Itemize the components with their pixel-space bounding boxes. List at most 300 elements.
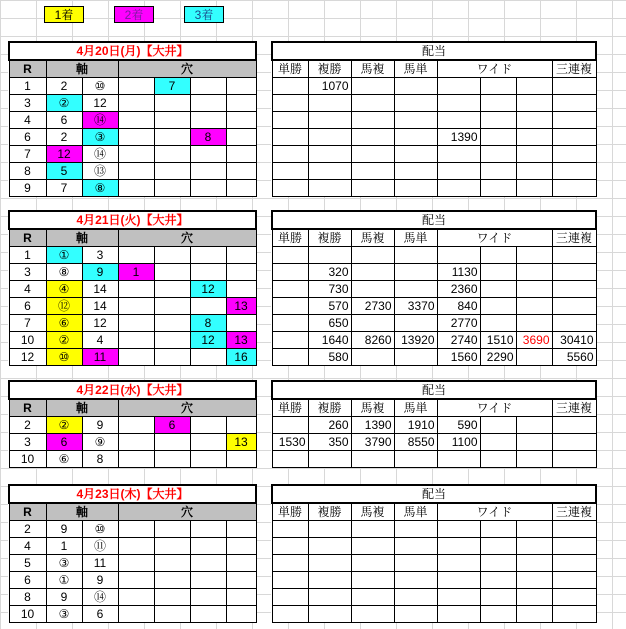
payout-cell[interactable] <box>516 606 552 623</box>
payout-cell[interactable] <box>516 315 552 332</box>
payout-cell[interactable] <box>516 180 552 197</box>
payout-cell[interactable] <box>480 95 516 112</box>
horse-cell[interactable]: ⑭ <box>82 589 118 606</box>
payout-cell[interactable] <box>552 163 596 180</box>
horse-cell[interactable] <box>226 281 256 298</box>
horse-cell[interactable] <box>154 146 190 163</box>
payout-cell[interactable]: 1530 <box>272 434 308 451</box>
horse-cell[interactable] <box>190 572 226 589</box>
horse-cell[interactable] <box>226 247 256 264</box>
horse-cell[interactable]: ⑩ <box>82 521 118 538</box>
payout-cell[interactable] <box>351 451 394 468</box>
payout-cell[interactable] <box>437 146 480 163</box>
payout-cell[interactable] <box>394 129 437 146</box>
horse-cell[interactable]: ⑨ <box>82 434 118 451</box>
payout-cell[interactable]: 13920 <box>394 332 437 349</box>
horse-cell[interactable] <box>154 606 190 623</box>
payout-cell[interactable] <box>272 417 308 434</box>
horse-cell[interactable]: 11 <box>82 555 118 572</box>
horse-cell[interactable] <box>154 95 190 112</box>
payout-cell[interactable] <box>394 606 437 623</box>
payout-cell[interactable] <box>480 112 516 129</box>
horse-cell[interactable] <box>118 78 154 95</box>
horse-cell[interactable]: ④ <box>46 281 82 298</box>
payout-cell[interactable]: 840 <box>437 298 480 315</box>
payout-cell[interactable] <box>272 332 308 349</box>
payout-cell[interactable]: 1560 <box>437 349 480 366</box>
payout-cell[interactable] <box>308 589 351 606</box>
payout-cell[interactable] <box>394 281 437 298</box>
payout-cell[interactable] <box>437 247 480 264</box>
payout-cell[interactable] <box>272 129 308 146</box>
horse-cell[interactable]: 6 <box>154 417 190 434</box>
payout-cell[interactable] <box>480 606 516 623</box>
horse-cell[interactable]: 8 <box>190 129 226 146</box>
payout-cell[interactable] <box>437 589 480 606</box>
payout-cell[interactable] <box>552 434 596 451</box>
payout-cell[interactable] <box>516 129 552 146</box>
horse-cell[interactable] <box>118 112 154 129</box>
horse-cell[interactable] <box>118 606 154 623</box>
payout-cell[interactable] <box>308 146 351 163</box>
payout-cell[interactable] <box>516 163 552 180</box>
payout-cell[interactable] <box>351 555 394 572</box>
payout-cell[interactable] <box>272 95 308 112</box>
horse-cell[interactable] <box>190 78 226 95</box>
payout-cell[interactable] <box>308 112 351 129</box>
payout-cell[interactable] <box>394 555 437 572</box>
payout-cell[interactable] <box>437 521 480 538</box>
horse-cell[interactable] <box>118 451 154 468</box>
horse-cell[interactable] <box>226 589 256 606</box>
payout-cell[interactable]: 1130 <box>437 264 480 281</box>
horse-cell[interactable]: 12 <box>190 332 226 349</box>
horse-cell[interactable] <box>118 555 154 572</box>
horse-cell[interactable] <box>190 349 226 366</box>
payout-cell[interactable]: 1390 <box>351 417 394 434</box>
payout-cell[interactable] <box>516 78 552 95</box>
horse-cell[interactable] <box>226 555 256 572</box>
payout-cell[interactable] <box>480 129 516 146</box>
payout-cell[interactable] <box>437 606 480 623</box>
horse-cell[interactable]: ③ <box>46 606 82 623</box>
payout-cell[interactable]: 2730 <box>351 298 394 315</box>
payout-cell[interactable] <box>480 264 516 281</box>
horse-cell[interactable] <box>118 589 154 606</box>
horse-cell[interactable] <box>190 298 226 315</box>
payout-cell[interactable] <box>437 163 480 180</box>
horse-cell[interactable]: 9 <box>46 521 82 538</box>
horse-cell[interactable]: 6 <box>46 112 82 129</box>
horse-cell[interactable] <box>154 315 190 332</box>
payout-cell[interactable] <box>552 521 596 538</box>
payout-cell[interactable] <box>516 247 552 264</box>
horse-cell[interactable] <box>190 163 226 180</box>
horse-cell[interactable] <box>226 417 256 434</box>
horse-cell[interactable] <box>118 95 154 112</box>
horse-cell[interactable]: ③ <box>46 555 82 572</box>
payout-cell[interactable] <box>480 146 516 163</box>
payout-cell[interactable]: 1070 <box>308 78 351 95</box>
horse-cell[interactable]: ⑧ <box>82 180 118 197</box>
payout-cell[interactable]: 1640 <box>308 332 351 349</box>
payout-cell[interactable] <box>351 78 394 95</box>
horse-cell[interactable] <box>118 163 154 180</box>
payout-cell[interactable] <box>351 247 394 264</box>
payout-cell[interactable] <box>552 180 596 197</box>
payout-cell[interactable] <box>437 180 480 197</box>
horse-cell[interactable] <box>226 180 256 197</box>
payout-cell[interactable] <box>394 521 437 538</box>
payout-cell[interactable]: 5560 <box>552 349 596 366</box>
payout-cell[interactable]: 30410 <box>552 332 596 349</box>
horse-cell[interactable] <box>226 315 256 332</box>
horse-cell[interactable]: 7 <box>46 180 82 197</box>
horse-cell[interactable]: ⑭ <box>82 112 118 129</box>
payout-cell[interactable] <box>437 451 480 468</box>
payout-cell[interactable]: 8260 <box>351 332 394 349</box>
payout-cell[interactable] <box>552 264 596 281</box>
payout-cell[interactable] <box>272 264 308 281</box>
horse-cell[interactable] <box>118 417 154 434</box>
payout-cell[interactable] <box>394 589 437 606</box>
payout-cell[interactable] <box>351 521 394 538</box>
horse-cell[interactable] <box>226 95 256 112</box>
horse-cell[interactable]: 14 <box>82 281 118 298</box>
horse-cell[interactable]: ③ <box>82 129 118 146</box>
payout-cell[interactable]: 350 <box>308 434 351 451</box>
payout-cell[interactable] <box>351 163 394 180</box>
payout-cell[interactable]: 8550 <box>394 434 437 451</box>
horse-cell[interactable] <box>226 78 256 95</box>
payout-cell[interactable] <box>552 555 596 572</box>
horse-cell[interactable] <box>154 434 190 451</box>
payout-cell[interactable] <box>516 281 552 298</box>
payout-cell[interactable] <box>351 180 394 197</box>
payout-cell[interactable] <box>394 315 437 332</box>
payout-cell[interactable] <box>351 146 394 163</box>
horse-cell[interactable] <box>154 112 190 129</box>
payout-cell[interactable] <box>308 163 351 180</box>
payout-cell[interactable] <box>351 112 394 129</box>
horse-cell[interactable]: 2 <box>46 78 82 95</box>
payout-cell[interactable] <box>552 572 596 589</box>
horse-cell[interactable] <box>118 538 154 555</box>
payout-cell[interactable] <box>480 247 516 264</box>
payout-cell[interactable] <box>516 417 552 434</box>
horse-cell[interactable]: 1 <box>46 538 82 555</box>
horse-cell[interactable]: ⑥ <box>46 315 82 332</box>
horse-cell[interactable] <box>118 281 154 298</box>
payout-cell[interactable] <box>351 606 394 623</box>
payout-cell[interactable] <box>351 264 394 281</box>
payout-cell[interactable] <box>394 538 437 555</box>
horse-cell[interactable]: 12 <box>190 281 226 298</box>
payout-cell[interactable] <box>552 315 596 332</box>
payout-cell[interactable]: 650 <box>308 315 351 332</box>
horse-cell[interactable] <box>226 451 256 468</box>
horse-cell[interactable]: 8 <box>82 451 118 468</box>
payout-cell[interactable] <box>394 146 437 163</box>
horse-cell[interactable] <box>118 521 154 538</box>
payout-cell[interactable] <box>480 298 516 315</box>
payout-cell[interactable] <box>516 434 552 451</box>
payout-cell[interactable] <box>480 281 516 298</box>
payout-cell[interactable] <box>516 349 552 366</box>
horse-cell[interactable] <box>190 555 226 572</box>
payout-cell[interactable] <box>394 247 437 264</box>
payout-cell[interactable] <box>480 78 516 95</box>
payout-cell[interactable] <box>394 112 437 129</box>
payout-cell[interactable] <box>480 589 516 606</box>
payout-cell[interactable] <box>308 606 351 623</box>
payout-cell[interactable] <box>394 163 437 180</box>
payout-cell[interactable] <box>351 538 394 555</box>
payout-cell[interactable] <box>272 521 308 538</box>
payout-cell[interactable]: 3690 <box>516 332 552 349</box>
payout-cell[interactable]: 2740 <box>437 332 480 349</box>
payout-cell[interactable] <box>272 180 308 197</box>
payout-cell[interactable] <box>351 589 394 606</box>
payout-cell[interactable] <box>437 78 480 95</box>
horse-cell[interactable] <box>190 95 226 112</box>
payout-cell[interactable]: 3370 <box>394 298 437 315</box>
payout-cell[interactable] <box>394 78 437 95</box>
payout-cell[interactable] <box>552 95 596 112</box>
horse-cell[interactable] <box>226 163 256 180</box>
horse-cell[interactable]: 7 <box>154 78 190 95</box>
payout-cell[interactable] <box>351 572 394 589</box>
payout-cell[interactable]: 580 <box>308 349 351 366</box>
horse-cell[interactable] <box>118 315 154 332</box>
payout-cell[interactable] <box>480 417 516 434</box>
payout-cell[interactable]: 1100 <box>437 434 480 451</box>
payout-cell[interactable] <box>394 572 437 589</box>
payout-cell[interactable] <box>516 589 552 606</box>
payout-cell[interactable] <box>308 180 351 197</box>
horse-cell[interactable] <box>226 521 256 538</box>
horse-cell[interactable] <box>190 589 226 606</box>
payout-cell[interactable] <box>394 264 437 281</box>
horse-cell[interactable]: 13 <box>226 298 256 315</box>
payout-cell[interactable]: 570 <box>308 298 351 315</box>
payout-cell[interactable] <box>351 315 394 332</box>
payout-cell[interactable] <box>480 521 516 538</box>
horse-cell[interactable] <box>190 146 226 163</box>
horse-cell[interactable]: 2 <box>46 129 82 146</box>
horse-cell[interactable]: ⑩ <box>46 349 82 366</box>
horse-cell[interactable] <box>226 146 256 163</box>
payout-cell[interactable]: 2290 <box>480 349 516 366</box>
payout-cell[interactable] <box>394 95 437 112</box>
horse-cell[interactable] <box>154 521 190 538</box>
horse-cell[interactable] <box>226 572 256 589</box>
horse-cell[interactable] <box>190 180 226 197</box>
horse-cell[interactable] <box>226 538 256 555</box>
horse-cell[interactable] <box>154 180 190 197</box>
horse-cell[interactable]: 1 <box>118 264 154 281</box>
payout-cell[interactable] <box>480 451 516 468</box>
horse-cell[interactable] <box>118 434 154 451</box>
payout-cell[interactable] <box>552 298 596 315</box>
horse-cell[interactable] <box>118 180 154 197</box>
horse-cell[interactable]: 6 <box>82 606 118 623</box>
payout-cell[interactable]: 1910 <box>394 417 437 434</box>
payout-cell[interactable] <box>552 281 596 298</box>
payout-cell[interactable]: 320 <box>308 264 351 281</box>
payout-cell[interactable] <box>516 451 552 468</box>
horse-cell[interactable]: 13 <box>226 332 256 349</box>
horse-cell[interactable] <box>190 264 226 281</box>
payout-cell[interactable] <box>308 129 351 146</box>
horse-cell[interactable] <box>190 606 226 623</box>
horse-cell[interactable] <box>118 247 154 264</box>
payout-cell[interactable] <box>480 315 516 332</box>
horse-cell[interactable] <box>190 521 226 538</box>
horse-cell[interactable] <box>190 451 226 468</box>
payout-cell[interactable] <box>394 349 437 366</box>
payout-cell[interactable] <box>351 95 394 112</box>
horse-cell[interactable]: ② <box>46 417 82 434</box>
payout-cell[interactable] <box>272 281 308 298</box>
payout-cell[interactable] <box>552 589 596 606</box>
horse-cell[interactable]: 13 <box>226 434 256 451</box>
payout-cell[interactable]: 730 <box>308 281 351 298</box>
horse-cell[interactable]: 4 <box>82 332 118 349</box>
horse-cell[interactable] <box>154 538 190 555</box>
horse-cell[interactable] <box>118 572 154 589</box>
payout-cell[interactable] <box>552 538 596 555</box>
payout-cell[interactable] <box>552 247 596 264</box>
horse-cell[interactable]: ⑫ <box>46 298 82 315</box>
horse-cell[interactable] <box>154 163 190 180</box>
horse-cell[interactable] <box>190 538 226 555</box>
horse-cell[interactable]: ② <box>46 332 82 349</box>
payout-cell[interactable] <box>272 112 308 129</box>
horse-cell[interactable]: 11 <box>82 349 118 366</box>
horse-cell[interactable] <box>118 349 154 366</box>
horse-cell[interactable]: ② <box>46 95 82 112</box>
payout-cell[interactable] <box>272 349 308 366</box>
payout-cell[interactable] <box>480 555 516 572</box>
horse-cell[interactable]: ⑪ <box>82 538 118 555</box>
horse-cell[interactable]: ⑭ <box>82 146 118 163</box>
payout-cell[interactable]: 590 <box>437 417 480 434</box>
payout-cell[interactable] <box>272 606 308 623</box>
payout-cell[interactable] <box>272 315 308 332</box>
horse-cell[interactable] <box>226 606 256 623</box>
horse-cell[interactable]: 9 <box>82 264 118 281</box>
payout-cell[interactable] <box>516 572 552 589</box>
horse-cell[interactable] <box>226 264 256 281</box>
payout-cell[interactable] <box>272 555 308 572</box>
horse-cell[interactable]: 14 <box>82 298 118 315</box>
horse-cell[interactable]: 12 <box>46 146 82 163</box>
horse-cell[interactable]: 9 <box>82 417 118 434</box>
horse-cell[interactable] <box>190 247 226 264</box>
horse-cell[interactable] <box>154 349 190 366</box>
payout-cell[interactable] <box>480 434 516 451</box>
payout-cell[interactable] <box>272 589 308 606</box>
horse-cell[interactable]: 3 <box>82 247 118 264</box>
horse-cell[interactable] <box>154 332 190 349</box>
payout-cell[interactable]: 2360 <box>437 281 480 298</box>
payout-cell[interactable] <box>308 451 351 468</box>
payout-cell[interactable] <box>308 247 351 264</box>
horse-cell[interactable]: 6 <box>46 434 82 451</box>
payout-cell[interactable]: 1510 <box>480 332 516 349</box>
payout-cell[interactable] <box>552 417 596 434</box>
payout-cell[interactable] <box>552 112 596 129</box>
horse-cell[interactable]: 8 <box>190 315 226 332</box>
horse-cell[interactable] <box>154 264 190 281</box>
horse-cell[interactable]: ① <box>46 247 82 264</box>
horse-cell[interactable] <box>118 129 154 146</box>
horse-cell[interactable] <box>190 434 226 451</box>
payout-cell[interactable] <box>272 78 308 95</box>
payout-cell[interactable] <box>516 521 552 538</box>
payout-cell[interactable]: 3790 <box>351 434 394 451</box>
payout-cell[interactable] <box>394 180 437 197</box>
payout-cell[interactable] <box>272 538 308 555</box>
horse-cell[interactable] <box>154 247 190 264</box>
horse-cell[interactable] <box>154 298 190 315</box>
payout-cell[interactable] <box>272 572 308 589</box>
payout-cell[interactable] <box>272 247 308 264</box>
horse-cell[interactable]: ⑬ <box>82 163 118 180</box>
payout-cell[interactable] <box>437 538 480 555</box>
payout-cell[interactable] <box>552 146 596 163</box>
payout-cell[interactable] <box>516 95 552 112</box>
payout-cell[interactable] <box>272 451 308 468</box>
payout-cell[interactable] <box>272 298 308 315</box>
payout-cell[interactable] <box>516 264 552 281</box>
payout-cell[interactable] <box>480 180 516 197</box>
payout-cell[interactable] <box>351 349 394 366</box>
payout-cell[interactable] <box>351 281 394 298</box>
horse-cell[interactable] <box>154 451 190 468</box>
payout-cell[interactable] <box>308 555 351 572</box>
payout-cell[interactable] <box>480 538 516 555</box>
payout-cell[interactable] <box>437 555 480 572</box>
horse-cell[interactable] <box>118 146 154 163</box>
horse-cell[interactable]: 9 <box>82 572 118 589</box>
horse-cell[interactable]: ⑥ <box>46 451 82 468</box>
payout-cell[interactable] <box>480 163 516 180</box>
payout-cell[interactable] <box>272 163 308 180</box>
horse-cell[interactable] <box>190 112 226 129</box>
payout-cell[interactable] <box>480 572 516 589</box>
payout-cell[interactable] <box>272 146 308 163</box>
payout-cell[interactable] <box>552 78 596 95</box>
horse-cell[interactable]: 12 <box>82 315 118 332</box>
payout-cell[interactable] <box>437 95 480 112</box>
payout-cell[interactable] <box>394 451 437 468</box>
payout-cell[interactable] <box>437 112 480 129</box>
payout-cell[interactable] <box>308 95 351 112</box>
horse-cell[interactable] <box>154 555 190 572</box>
payout-cell[interactable] <box>552 451 596 468</box>
horse-cell[interactable]: 9 <box>46 589 82 606</box>
horse-cell[interactable] <box>154 589 190 606</box>
horse-cell[interactable] <box>154 129 190 146</box>
payout-cell[interactable] <box>516 112 552 129</box>
payout-cell[interactable] <box>552 129 596 146</box>
horse-cell[interactable]: ① <box>46 572 82 589</box>
payout-cell[interactable] <box>516 298 552 315</box>
horse-cell[interactable] <box>154 281 190 298</box>
payout-cell[interactable] <box>552 606 596 623</box>
